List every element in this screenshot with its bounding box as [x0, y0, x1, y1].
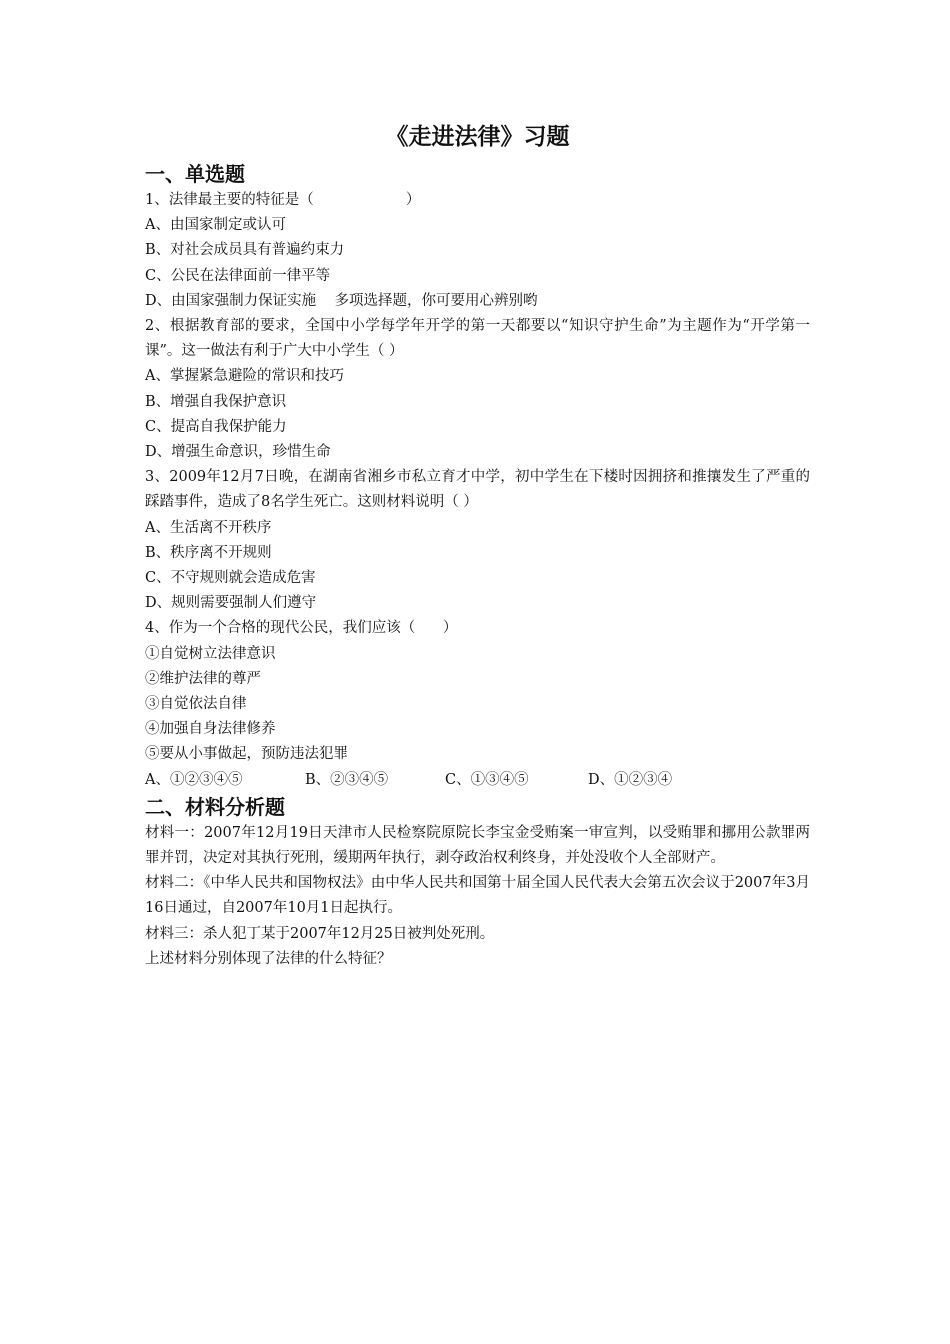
analysis-question: 上述材料分别体现了法律的什么特征？ — [145, 950, 392, 967]
material-paragraph: 材料二：《中华人民共和国物权法》由中华人民共和国第十届全国人民代表大会第五次会议于2007年3月16日通过，自2007年10月1日起执行。 — [145, 875, 810, 917]
section-heading-single-choice: 一、单选题 — [145, 162, 245, 186]
question-option: D、规则需要强制人们遵守 — [145, 595, 317, 612]
question-stem: 4、作为一个合格的现代公民，我们应该（ ） — [145, 620, 458, 637]
document-page — [145, 118, 810, 972]
question-2 — [145, 314, 810, 465]
statement-item: ②维护法律的尊严 — [145, 670, 261, 687]
material-analysis — [145, 821, 810, 972]
answer-choice-c: C、①③④⑤ — [445, 771, 529, 788]
question-option: D、增强生命意识，珍惜生命 — [145, 444, 331, 461]
question-3 — [145, 465, 810, 616]
section-heading-material-analysis: 二、材料分析题 — [145, 794, 285, 819]
question-option: C、不守规则就会造成危害 — [145, 570, 316, 587]
question-option: A、生活离不开秩序 — [145, 519, 272, 536]
material-paragraph: 材料三：杀人犯丁某于2007年12月25日被判处死刑。 — [145, 925, 495, 942]
document-title: 《走进法律》习题 — [385, 124, 570, 150]
question-stem: 1、法律最主要的特征是（ ） — [145, 192, 421, 208]
question-option: A、掌握紧急避险的常识和技巧 — [145, 368, 344, 385]
statement-item: ④加强自身法律修养 — [145, 721, 276, 738]
question-4 — [145, 616, 810, 792]
question-option: B、对社会成员具有普遍约束力 — [145, 242, 345, 259]
statement-item: ⑤要从小事做起，预防违法犯罪 — [145, 746, 348, 763]
statement-item: ①自觉树立法律意识 — [145, 645, 276, 662]
question-option: B、增强自我保护意识 — [145, 393, 287, 410]
question-option: B、秩序离不开规则 — [145, 544, 272, 561]
statement-item: ③自觉依法自律 — [145, 696, 247, 713]
answer-choice-a: A、①②③④⑤ — [145, 771, 243, 788]
answer-choice-d: D、①②③④ — [588, 771, 673, 788]
question-option: C、提高自我保护能力 — [145, 418, 287, 435]
question-stem: 2、根据教育部的要求，全国中小学每学年开学的第一天都要以“知识守护生命”为主题作为“开学第一课”。这一做法有利于广大中小学生（ ） — [145, 318, 810, 360]
question-option: C、公民在法律面前一律平等 — [145, 267, 331, 284]
answer-choice-b: B、②③④⑤ — [305, 771, 389, 788]
question-stem: 3、2009年12月7日晚，在湖南省湘乡市私立育才中学，初中学生在下楼时因拥挤和推攘发生了严重的踩踏事件，造成了8名学生死亡。这则材料说明（ ） — [145, 469, 810, 511]
answer-choices-row — [145, 768, 810, 793]
question-option: D、由国家强制力保证实施 多项选择题，你可要用心辨别哟 — [145, 292, 538, 309]
question-1 — [145, 188, 810, 314]
material-paragraph: 材料一：2007年12月19日天津市人民检察院原院长李宝金受贿案一审宣判，以受贿罪和挪用公款罪两罪并罚，决定对其执行死刑，缓期两年执行，剥夺政治权利终身，并处没收个人全部财产。 — [145, 824, 810, 867]
question-option: A、由国家制定或认可 — [145, 217, 286, 234]
